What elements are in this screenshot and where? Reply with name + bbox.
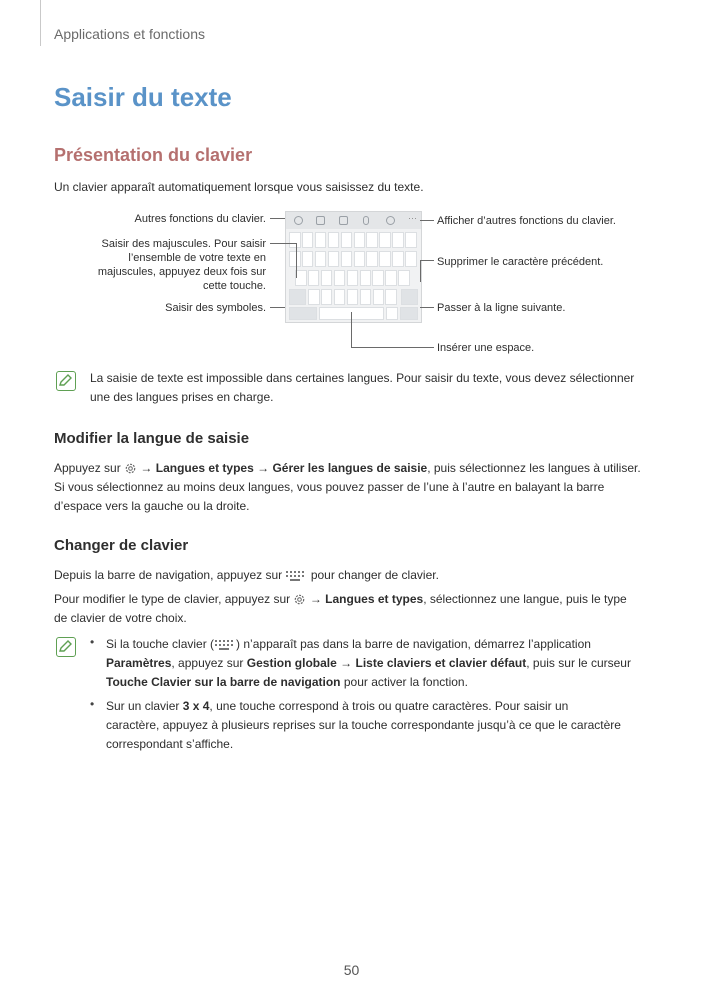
- callout-caps-1: Saisir des majuscules. Pour saisir: [101, 238, 266, 250]
- keyboard-key: [347, 289, 359, 305]
- keyboard-key: [328, 232, 340, 248]
- keyboard-key: [392, 232, 404, 248]
- keyboard-key: [334, 270, 346, 286]
- keyboard-key: [360, 289, 372, 305]
- bullet-1-line-1: Si la touche clavier ( ) n’apparaît pas dans la barre de navigation, démarrez l’application: [106, 637, 591, 651]
- keyboard-key: [405, 251, 417, 267]
- keyboard-key: [321, 289, 333, 305]
- sticker-icon: [316, 216, 325, 225]
- callout-caps-2: l’ensemble de votre texte en: [128, 252, 266, 264]
- keyboard-key: [354, 232, 366, 248]
- keyboard-key: [366, 232, 378, 248]
- backspace-key: [401, 289, 418, 305]
- change-keyboard-paragraph-1: Depuis la barre de navigation, appuyez sur pour changer de clavier.: [54, 568, 439, 582]
- callout-caps-3: majuscules, appuyez deux fois sur: [97, 266, 266, 278]
- keyboard-key: [308, 270, 320, 286]
- callout-other-functions: Autres fonctions du clavier.: [134, 213, 266, 225]
- section-title-input-language: Modifier la langue de saisie: [54, 430, 250, 447]
- section-title-change-keyboard: Changer de clavier: [54, 537, 189, 554]
- bullet-1-line-2: Paramètres, appuyez sur Gestion globale → Liste claviers et clavier défaut, puis sur le curseur: [106, 656, 631, 670]
- language-paragraph-1: Appuyez sur → Langues et types → Gérer les langues de saisie, puis sélectionnez les langues à utiliser.: [54, 461, 641, 475]
- note-pencil-icon: [56, 371, 76, 391]
- keyboard-key: [341, 232, 353, 248]
- bullet-mark: •: [90, 635, 95, 649]
- keyboard-key: [392, 251, 404, 267]
- keyboard-icon: [214, 639, 236, 651]
- microphone-icon: [363, 216, 369, 225]
- keyboard-key: [328, 251, 340, 267]
- keyboard-key: [385, 289, 397, 305]
- language-paragraph-3: d’espace vers la gauche ou la droite.: [54, 499, 250, 513]
- settings-icon: [386, 216, 395, 225]
- bullet-2-line-2: caractère, appuyez à plusieurs reprises sur la touche correspondante jusqu’à ce que le caractère: [106, 718, 621, 732]
- keyboard-key: [334, 289, 346, 305]
- callout-new-line: Passer à la ligne suivante.: [437, 302, 566, 314]
- keyboard-key: [405, 232, 417, 248]
- keyboard-toolbar: [286, 212, 421, 229]
- keyboard-key: [385, 270, 397, 286]
- symbols-key: [289, 307, 317, 320]
- note-pencil-icon: [56, 637, 76, 657]
- note-1-line-2: une des langues prises en charge.: [90, 390, 274, 404]
- gear-icon: [293, 593, 306, 606]
- gif-icon: [339, 216, 348, 225]
- bullet-1-line-3: Touche Clavier sur la barre de navigation pour activer la fonction.: [106, 675, 468, 689]
- keyboard-key: [373, 289, 385, 305]
- keyboard-key: [289, 251, 301, 267]
- keyboard-key: [354, 251, 366, 267]
- header-rule: [40, 0, 41, 46]
- keyboard-intro: Un clavier apparaît automatiquement lorsque vous saisissez du texte.: [54, 180, 424, 194]
- keyboard-key: [289, 232, 301, 248]
- keyboard-key: [398, 270, 410, 286]
- keyboard-key: [366, 251, 378, 267]
- language-paragraph-2: Si vous sélectionnez au moins deux langues, vous pouvez passer de l’une à l’autre en balayant la barre: [54, 480, 605, 494]
- bullet-2-line-3: correspondant s’affiche.: [106, 737, 234, 751]
- keyboard-key: [308, 289, 320, 305]
- note-1-line-1: La saisie de texte est impossible dans certaines langues. Pour saisir du texte, vous devez sélectionner: [90, 371, 635, 385]
- bullet-mark: •: [90, 697, 95, 711]
- callout-more-functions: Afficher d’autres fonctions du clavier.: [437, 215, 616, 227]
- enter-key: [400, 307, 418, 320]
- keyboard-key: [379, 232, 391, 248]
- keyboard-key: [315, 232, 327, 248]
- shift-key: [289, 289, 306, 305]
- keyboard-key: [302, 232, 314, 248]
- change-keyboard-paragraph-3: de clavier de votre choix.: [54, 611, 187, 625]
- period-key: [386, 307, 398, 320]
- page-number: 50: [343, 962, 360, 978]
- gear-icon: [124, 462, 137, 475]
- keyboard-key: [372, 270, 384, 286]
- chapter-header: Applications et fonctions: [54, 26, 205, 42]
- keyboard-key: [360, 270, 372, 286]
- callout-delete: Supprimer le caractère précédent.: [437, 256, 604, 268]
- section-title-keyboard: Présentation du clavier: [54, 145, 253, 165]
- page-title: Saisir du texte: [54, 82, 232, 112]
- emoji-icon: [294, 216, 303, 225]
- keyboard-key: [321, 270, 333, 286]
- keyboard-key: [341, 251, 353, 267]
- keyboard-illustration: [285, 211, 422, 323]
- change-keyboard-paragraph-2: Pour modifier le type de clavier, appuyez sur → Langues et types, sélectionnez une langue, puis le type: [54, 592, 627, 606]
- callout-space: Insérer une espace.: [437, 342, 535, 354]
- callout-caps-4: cette touche.: [203, 280, 266, 292]
- keyboard-key: [315, 251, 327, 267]
- keyboard-key: [347, 270, 359, 286]
- keyboard-icon: [285, 570, 307, 582]
- bullet-2-line-1: Sur un clavier 3 x 4, une touche correspond à trois ou quatre caractères. Pour saisir un: [106, 699, 569, 713]
- keyboard-key: [379, 251, 391, 267]
- more-icon: ···: [408, 213, 417, 223]
- callout-symbols: Saisir des symboles.: [165, 302, 266, 314]
- keyboard-key: [302, 251, 314, 267]
